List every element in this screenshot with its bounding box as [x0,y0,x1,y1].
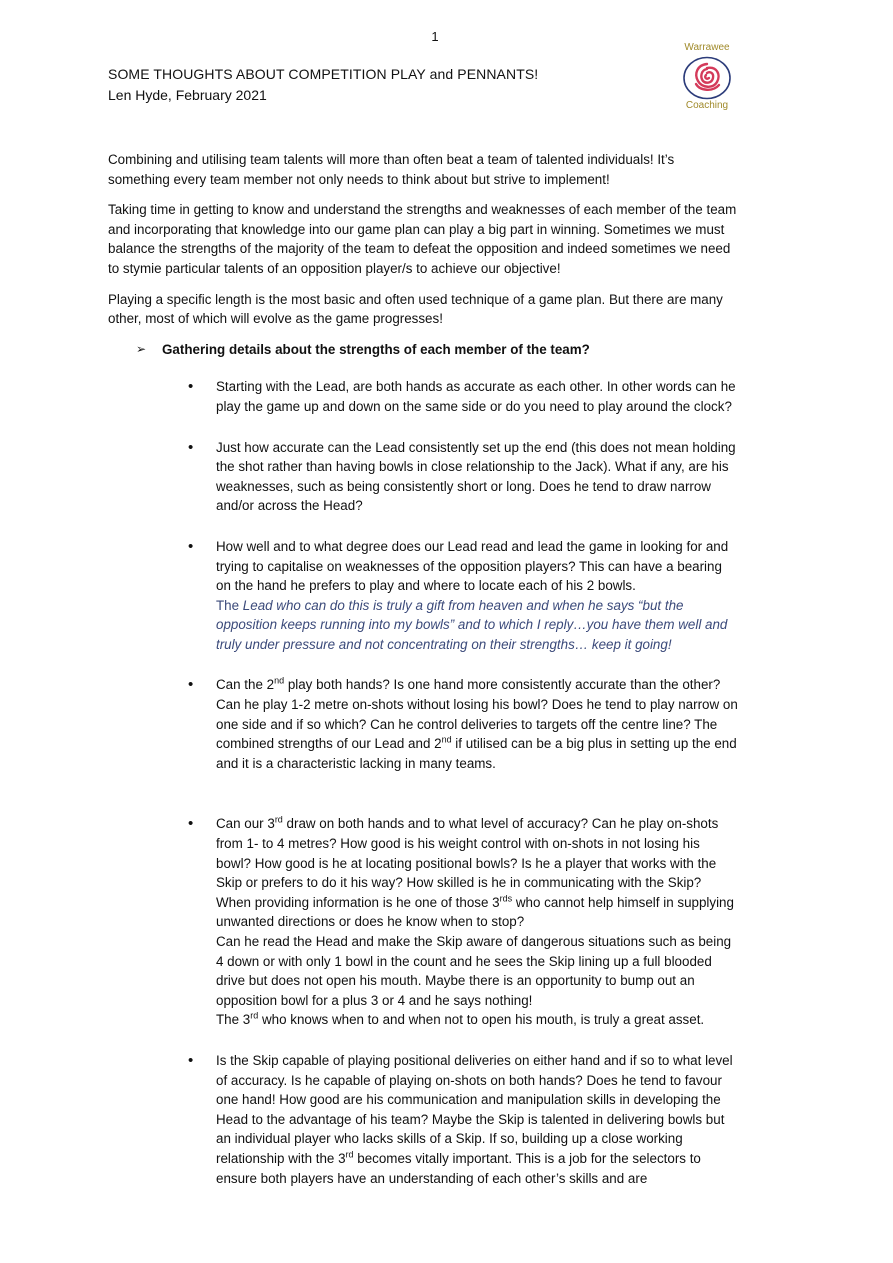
text-run: if utilised can be a big plus in setting up the end and it is a characteristic lacking in many teams. [216,736,737,771]
list-item-text [216,675,738,773]
text-run: who cannot help himself in supplying unwanted directions or does he know when to stop? [216,894,734,930]
list-item-second [108,675,738,773]
list-item-third [108,814,738,1030]
superscript: rd [250,1010,259,1021]
list-item-text: Starting with the Lead, are both hands as accurate as each other. In other words can he play the game up and down on the same side or do you need to play around the clock? [216,379,736,414]
bullet-icon: • [188,378,194,396]
warrawee-coaching-logo [672,42,742,114]
text-run: Can the 2 [216,677,275,693]
document-title: SOME THOUGHTS ABOUT COMPETITION PLAY and PENNANTS! [108,66,539,82]
bullet-list [108,377,738,1188]
list-item-lead-reading [108,537,738,655]
list-item-text: Can he read the Head and make the Skip aware of dangerous situations such as being 4 down or with only 1 bowl in the count and he sees the Skip lining up a full blooded drive but does not open his mouth. Maybe there is an opportunity to bump out an opposition bowl for a plus 3 or 4 and he says nothing! [216,934,732,1008]
text-run: draw on both hands and to what level of accuracy? Can he play on-shots from 1- to 4 metres? How good is his weight control with on-shots in not losing his bowl? How good is he at locating positional bowls? Is he a player that works with the Skip or prefers to do it his way? How skilled is he in communicating with the Skip? When providing information is he one of those 3 [216,816,719,910]
bullet-icon: • [188,676,194,694]
intro-paragraph-2: Taking time in getting to know and understand the strengths and weaknesses of each member of the team and incorporating that knowledge into our game plan can play a big part in winning. Sometimes we must balance the strengths of the majority of the team to defeat the opposition and indeed sometimes we need to stymie particular talents of an opposition player/s to achieve our objective! [108,202,737,276]
text-run: play both hands? Is one hand more consistently accurate than the other? Can he play 1-2 metre on-shots without losing his bowl? Does he tend to play narrow on one side and if so which? Can he control deliveries to targets off the centre line? The combined strengths of our Lead and 2 [216,677,738,752]
text-run: who knows when to and when not to open his mouth, is truly a great asset. [258,1012,705,1028]
list-item-text: Just how accurate can the Lead consistently set up the end (this does not mean holding the shot rather than having bowls in close relationship to the Jack). What if any, are his weaknesses, such as being consistently short or long. Does he tend to draw narrow and/or across the Head? [216,439,736,514]
list-item-text [216,1051,738,1188]
quote-lead-word: The [216,597,243,613]
list-item-text: How well and to what degree does our Lead read and lead the game in looking for and trying to capitalise on weaknesses of the opposition players? This can have a bearing on the hand he prefers to play and where to locate each of his 2 bowls. [216,538,729,594]
section-heading [108,340,738,360]
text-run: The 3 [216,1012,251,1028]
logo-top-text: Warrawee [684,42,730,53]
list-item-lead-accuracy [108,438,738,516]
quote-text: Lead who can do this is truly a gift from heaven and when he says “but the opposition keeps running into my bowls” and to which I reply…you have them well and truly under pressure and not concentrating on their strengths… keep it going! [216,597,728,652]
list-item-text [216,1010,738,1030]
section-heading-text: Gathering details about the strengths of each member of the team? [162,341,590,357]
superscript: nd [274,676,285,686]
bullet-icon: • [188,537,194,555]
logo-bottom-text: Coaching [685,100,729,111]
bullet-icon: • [188,1051,194,1069]
text-run: becomes vitally important. This is a job for the selectors to ensure both players have an understanding of each other’s skills and are [216,1150,701,1186]
superscript: rd [274,814,283,825]
bullet-icon: • [188,438,194,456]
list-item-quote [216,596,738,655]
intro-paragraph-3: Playing a specific length is the most basic and often used technique of a game plan. But there are many other, most of which will evolve as the game progresses! [108,291,723,327]
rose-icon [682,56,732,100]
bullet-icon: • [188,815,194,833]
spacer [108,794,738,814]
superscript: rd [345,1149,354,1160]
text-run: Can our 3 [216,816,275,832]
superscript: nd [441,734,452,745]
page-number: 1 [431,29,439,44]
list-item-skip [108,1051,738,1188]
arrow-bullet-icon: ➢ [136,341,147,356]
superscript: rds [499,893,513,904]
list-item-lead-hands [108,377,738,416]
list-item-text [216,814,738,932]
document-body [108,150,738,1209]
text-run: Is the Skip capable of playing positional deliveries on either hand and if so to what level of accuracy. Is he capable of playing on-shots on both hands? Does he tend to favour one hand! How good are his communication and manipulation skills in developing the Head to the advantage of his team? Maybe the Skip is talented in delivering bowls but an individual player who lacks skills of a Skip. If so, building up a close working relationship with the 3 [216,1052,733,1166]
intro-paragraph-1: Combining and utilising team talents will more than often beat a team of talented individuals! It’s something every team member not only needs to think about but strive to implement! [108,152,675,187]
document-author-date: Len Hyde, February 2021 [108,87,267,103]
